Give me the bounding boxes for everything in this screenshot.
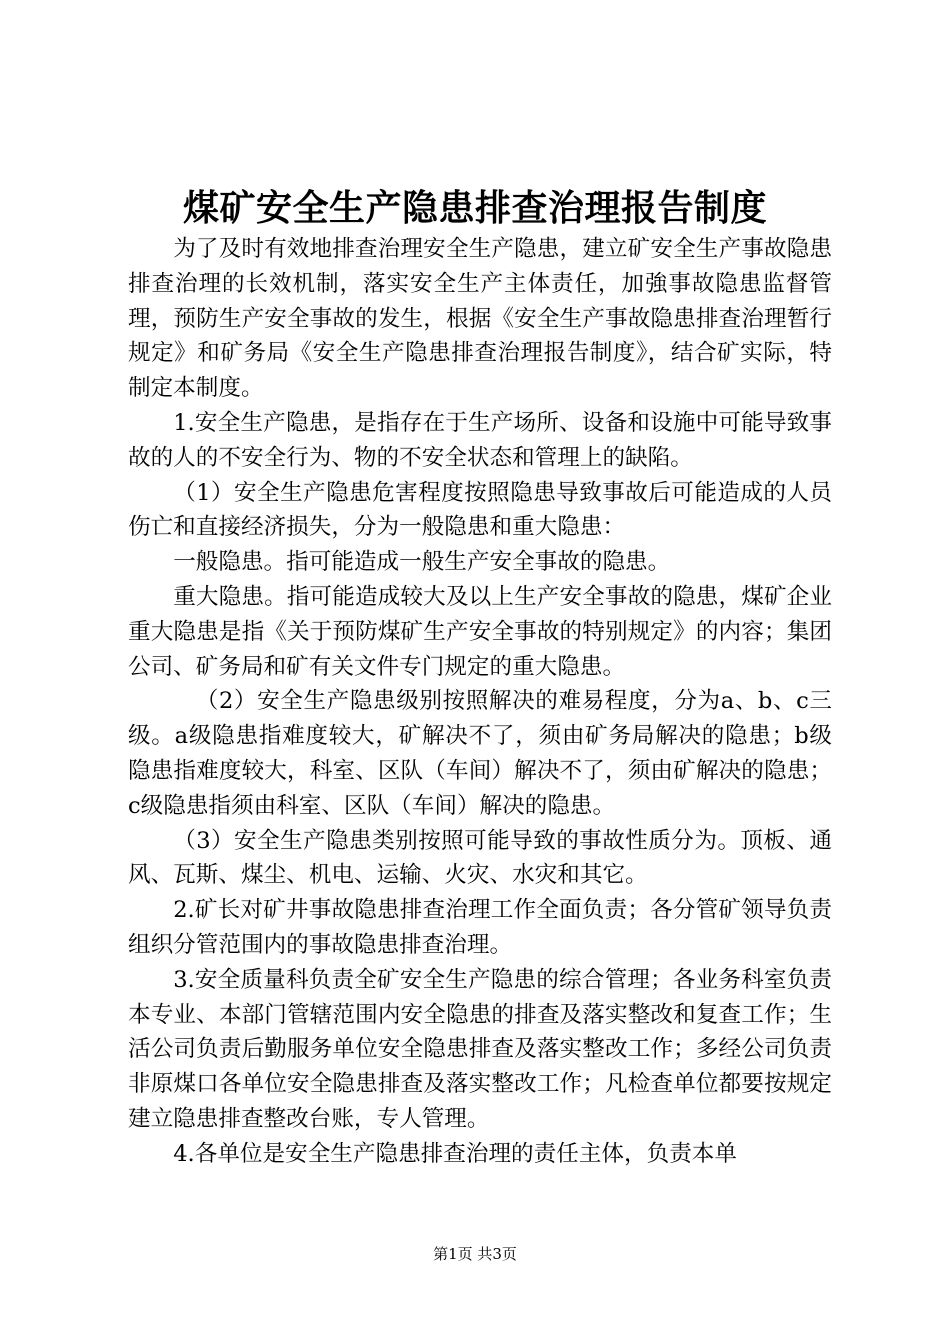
paragraph-item-3: 3.安全质量科负责全矿安全生产隐患的综合管理；各业务科室负责本专业、本部门管辖范围内安全隐患的排查及落实整改和复查工作；生活公司负责后勤服务单位安全隐患排查及落实整改工作；多经公司负责非原煤口各单位安全隐患排查及落实整改工作；凡检查单位都要按规定建立隐患排查整改台账，专人管理。 bbox=[128, 966, 832, 1132]
paragraph-general-hazard: 一般隐患。指可能造成一般生产安全事故的隐患。 bbox=[173, 549, 671, 576]
paragraph-item-1: 1.安全生产隐患，是指存在于生产场所、设备和设施中可能导致事故的人的不安全行为、物的不安全状态和管理上的缺陷。 bbox=[128, 409, 832, 471]
paragraph-item-1-sub-1: （1）安全生产隐患危害程度按照隐患导致事故后可能造成的人员伤亡和直接经济损失，分为一般隐患和重大隐患： bbox=[128, 479, 832, 541]
paragraph-item-4: 4.各单位是安全生产隐患排查治理的责任主体，负责本单 bbox=[173, 1140, 737, 1167]
paragraph-intro: 为了及时有效地排查治理安全生产隐患，建立矿安全生产事故隐患排查治理的长效机制，落实安全生产主体责任，加強事故隐患监督管理，预防生产安全事故的发生，根据《安全生产事故隐患排查治理暂行规定》和矿务局《安全生产隐患排查治理报告制度》，结合矿实际，特制定本制度。 bbox=[128, 236, 832, 402]
paragraph-item-1-sub-2: （2）安全生产隐患级别按照解决的难易程度，分为a、b、c三级。a级隐患指难度较大，矿解决不了，须由矿务局解决的隐患；b级隐患指难度较大，科室、区队（车间）解决不了，须由矿解决的隐患；c级隐患指须由科室、区队（车间）解决的隐患。 bbox=[128, 688, 832, 819]
paragraph-major-hazard: 重大隐患。指可能造成较大及以上生产安全事故的隐患，煤矿企业重大隐患是指《关于预防煤矿生产安全事故的特别规定》的内容；集团公司、矿务局和矿有关文件专门规定的重大隐患。 bbox=[128, 583, 832, 680]
page-number-footer: 第1页 共3页 bbox=[433, 1245, 517, 1263]
paragraph-item-1-sub-3: （3）安全生产隐患类别按照可能导致的事故性质分为。顶板、通风、瓦斯、煤尘、机电、运输、火灾、水灾和其它。 bbox=[128, 827, 832, 889]
document-body bbox=[128, 232, 832, 1172]
document-title: 煤矿安全生产隐患排查治理报告制度 bbox=[182, 187, 767, 229]
paragraph-item-2: 2.矿长对矿井事故隐患排查治理工作全面负责；各分管矿领导负责组织分管范围内的事故隐患排查治理。 bbox=[128, 897, 832, 958]
